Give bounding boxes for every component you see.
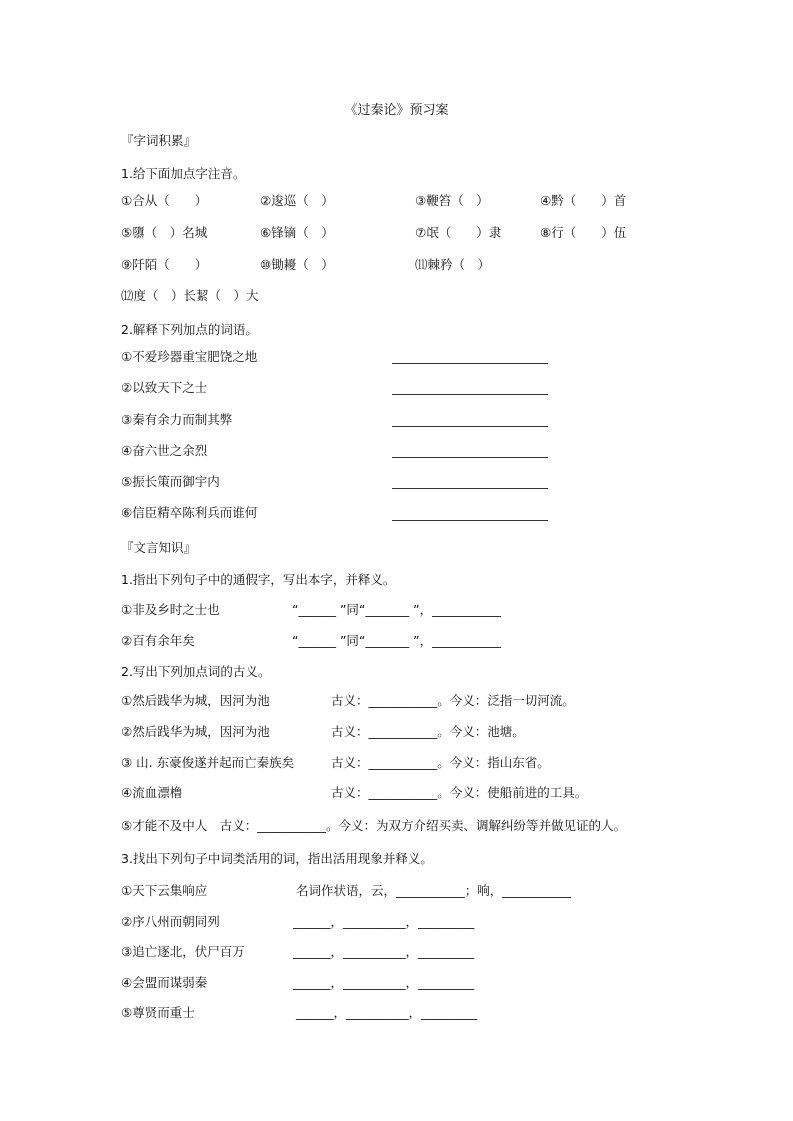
word-class-answer[interactable]: ______，__________，_________ bbox=[293, 975, 475, 990]
phonetic-item: ⑥锋镝（ ） bbox=[260, 225, 334, 240]
answer-line[interactable] bbox=[392, 394, 548, 395]
phonetic-item: ④黔（ ）首 bbox=[540, 193, 627, 208]
phonetic-item: ②逡巡（ ） bbox=[260, 193, 334, 208]
word-class-prompt: 3.找出下列句子中词类活用的词，指出活用现象并释义。 bbox=[121, 851, 433, 866]
answer-line[interactable] bbox=[392, 488, 548, 489]
tongjia-answer[interactable]: “______ ”同“_______ ”，___________ bbox=[292, 602, 501, 617]
ancient-meaning-item: ③ 山. 东豪俊遂并起而亡秦族矣 bbox=[121, 755, 295, 770]
phonetic-item: ①合从（ ） bbox=[121, 193, 208, 208]
phonetic-item: ⑦氓（ ）隶 bbox=[415, 225, 502, 240]
answer-line[interactable] bbox=[392, 426, 548, 427]
definition-item: ④奋六世之余烈 bbox=[121, 443, 208, 458]
word-class-item: ④会盟而谋弱秦 bbox=[121, 975, 208, 990]
ancient-meaning-prompt: 2.写出下列加点词的古义。 bbox=[121, 664, 271, 679]
question-2-prompt: 2.解释下列加点的词语。 bbox=[121, 322, 258, 337]
answer-line[interactable] bbox=[392, 457, 548, 458]
definition-item: ③秦有余力而制其弊 bbox=[121, 412, 233, 427]
word-class-item: ⑤尊贤而重士 bbox=[121, 1005, 195, 1020]
word-class-answer[interactable]: ______，__________，_________ bbox=[296, 1005, 478, 1020]
section-header-classical-knowledge: 『文言知识』 bbox=[121, 540, 197, 555]
definition-item: ⑤振长策而御宇内 bbox=[121, 474, 220, 489]
word-class-item: ②序八州而朝同列 bbox=[121, 914, 220, 929]
phonetic-item: ⑨阡陌（ ） bbox=[121, 257, 208, 272]
question-1-prompt: 1.给下面加点字注音。 bbox=[121, 166, 246, 181]
word-class-item: ③追亡逐北，伏尸百万 bbox=[121, 944, 245, 959]
ancient-meaning-item: ④流血漂橹 bbox=[121, 785, 183, 800]
word-class-answer[interactable]: ______，__________，_________ bbox=[293, 944, 475, 959]
definition-item: ①不爱珍器重宝肥饶之地 bbox=[121, 349, 258, 364]
ancient-meaning-item-5[interactable]: ⑤才能不及中人 古义：___________。今义：为双方介绍买卖、调解纠纷等并做见证的人。 bbox=[121, 818, 626, 833]
word-class-item: ①天下云集响应 bbox=[121, 883, 208, 898]
page-title: 《过秦论》预习案 bbox=[344, 103, 449, 118]
ancient-meaning-item: ②然后践华为城，因河为池 bbox=[121, 724, 270, 739]
answer-line[interactable] bbox=[392, 363, 548, 364]
tongjia-item: ②百有余年矣 bbox=[121, 633, 195, 648]
phonetic-item: ⑿度（ ）长絜（ ）大 bbox=[121, 288, 259, 303]
phonetic-item: ⑧行（ ）伍 bbox=[540, 225, 627, 240]
tongjia-item: ①非及乡时之士也 bbox=[121, 602, 220, 617]
definition-item: ⑥信臣精卒陈利兵而谁何 bbox=[121, 505, 258, 520]
word-class-answer[interactable]: 名词作状语，云，___________；响，___________ bbox=[296, 883, 572, 898]
section-header-vocabulary: 『字词积累』 bbox=[121, 133, 197, 148]
ancient-meaning-answer[interactable]: 古义：___________。今义：池塘。 bbox=[331, 724, 525, 739]
tongjia-answer[interactable]: “______ ”同“_______ ”，___________ bbox=[292, 633, 501, 648]
word-class-answer[interactable]: ______，__________，_________ bbox=[293, 914, 475, 929]
answer-line[interactable] bbox=[392, 520, 548, 521]
definition-item: ②以致天下之士 bbox=[121, 380, 208, 395]
ancient-meaning-answer[interactable]: 古义：___________。今义：指山东省。 bbox=[331, 755, 550, 770]
phonetic-item: ⑤隳（ ）名城 bbox=[121, 225, 208, 240]
phonetic-item: ③鞭笞（ ） bbox=[415, 193, 489, 208]
ancient-meaning-answer[interactable]: 古义：___________。今义：泛指一切河流。 bbox=[331, 693, 575, 708]
tongjia-prompt: 1.指出下列句子中的通假字，写出本字，并释义。 bbox=[121, 572, 396, 587]
phonetic-item: ⑾棘矜（ ） bbox=[415, 257, 491, 272]
ancient-meaning-answer[interactable]: 古义：___________。今义：使船前进的工具。 bbox=[331, 785, 588, 800]
phonetic-item: ⑩锄耰（ ） bbox=[260, 257, 334, 272]
ancient-meaning-item: ①然后践华为城，因河为池 bbox=[121, 693, 270, 708]
